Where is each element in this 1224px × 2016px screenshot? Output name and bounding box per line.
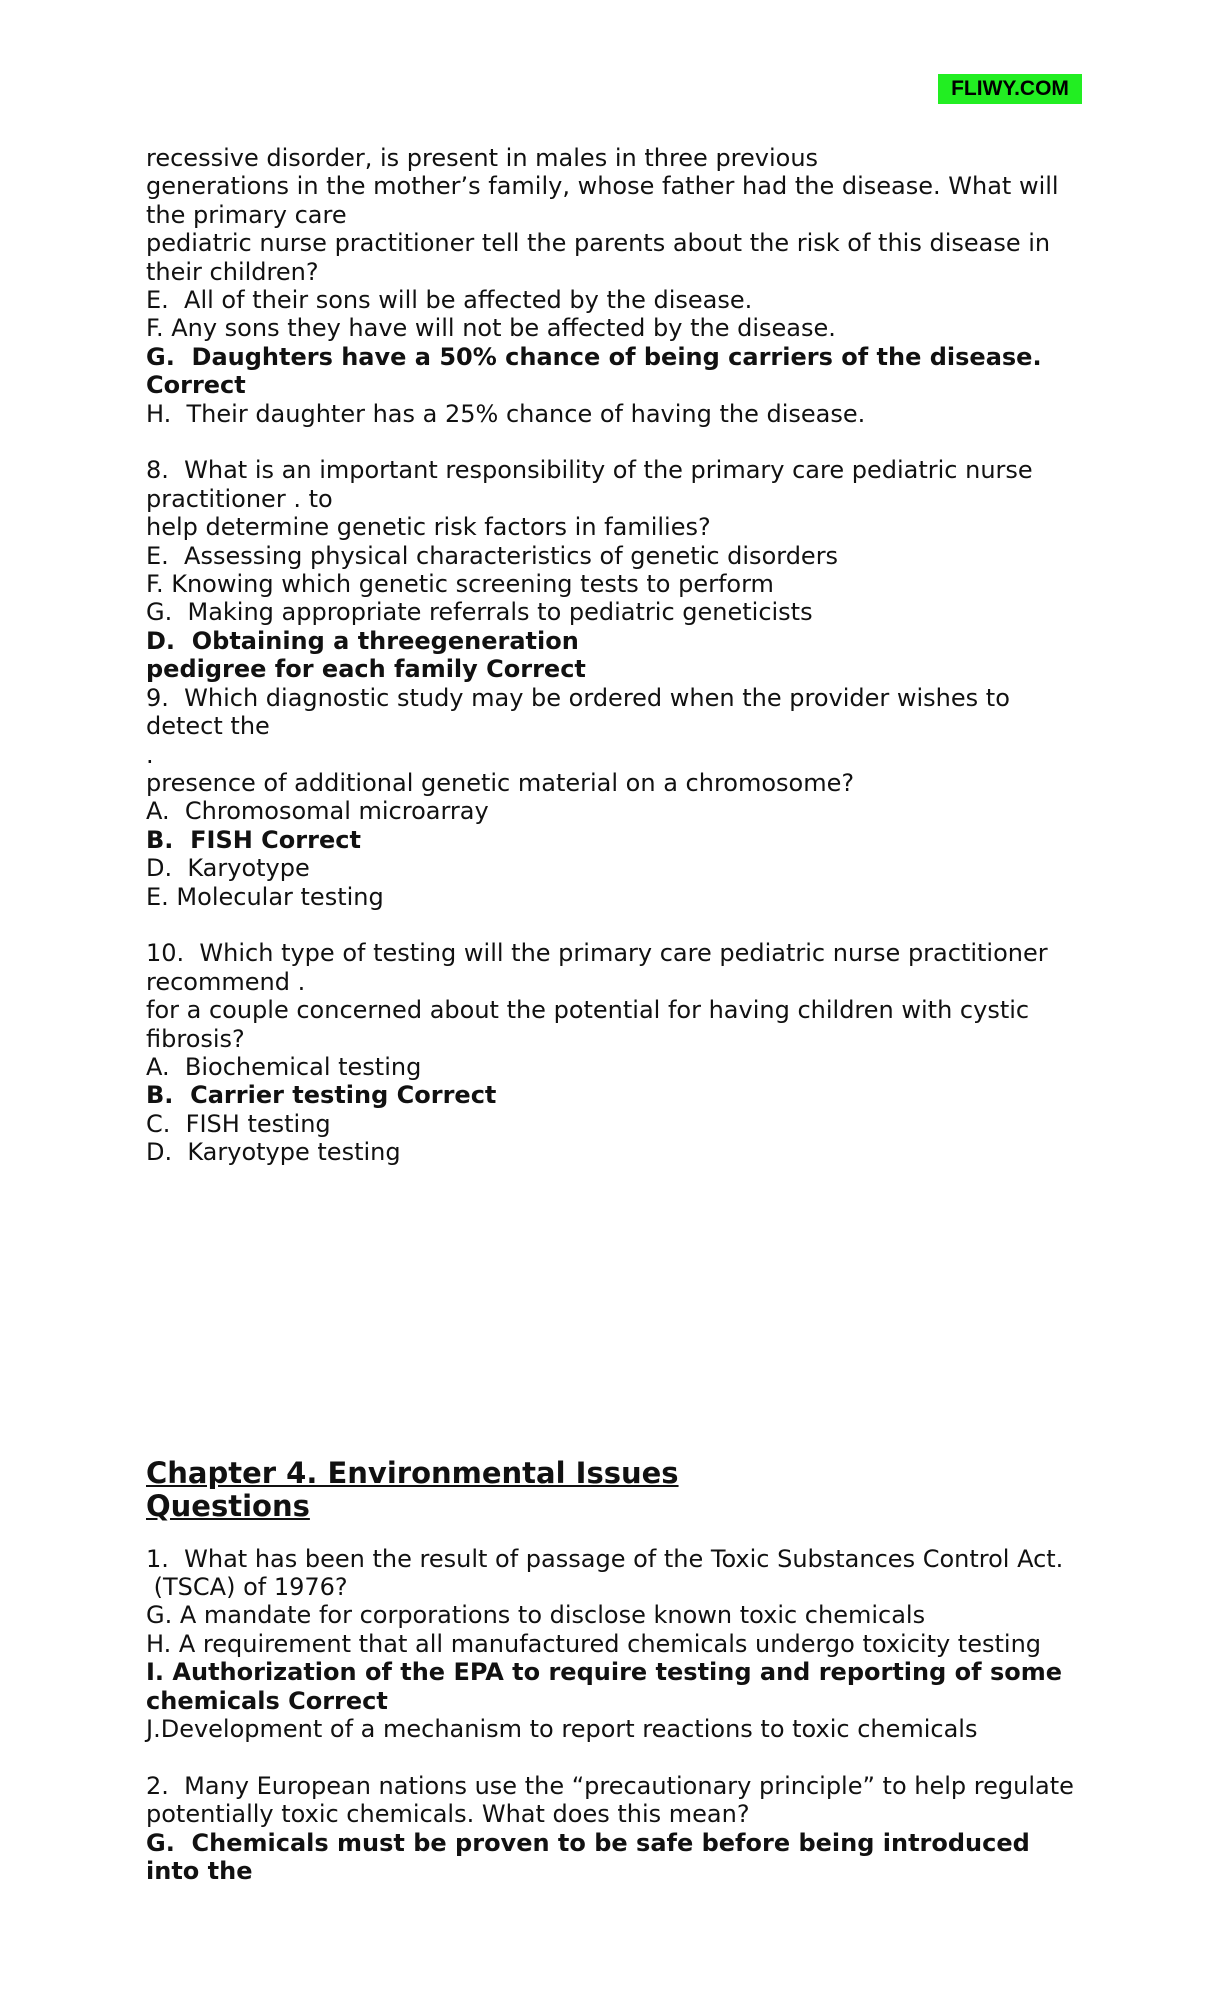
text-line: E. All of their sons will be affected by the disease. [146, 286, 753, 315]
question-7-block [146, 144, 1086, 428]
answer-line-correct: D. Obtaining a threegeneration [146, 626, 579, 655]
text-line: recommend . [146, 967, 306, 996]
text-line: F. Any sons they have will not be affected by the disease. [146, 314, 836, 343]
chapter-subtitle: Questions [146, 1488, 310, 1523]
text-line: their children? [146, 257, 319, 286]
text-line: 1. What has been the result of passage of the Toxic Substances Control Act. [146, 1544, 1064, 1573]
text-line: D. Karyotype [146, 854, 310, 883]
answer-line-correct: B. FISH Correct [146, 825, 361, 854]
spacer [146, 1523, 1086, 1545]
text-line: G. A mandate for corporations to disclose known toxic chemicals [146, 1601, 926, 1630]
text-line: 2. Many European nations use the “precautionary principle” to help regulate [146, 1771, 1074, 1800]
text-line: 10. Which type of testing will the primary care pediatric nurse practitioner [146, 939, 1048, 968]
site-watermark-badge: FLIWY.COM [938, 74, 1082, 104]
text-line: C. FISH testing [146, 1109, 331, 1138]
answer-line-correct: chemicals Correct [146, 1686, 388, 1715]
text-line: presence of additional genetic material on a chromosome? [146, 768, 855, 797]
text-line: detect the [146, 712, 270, 741]
text-line: J.Development of a mechanism to report reactions to toxic chemicals [146, 1715, 978, 1744]
text-line: for a couple concerned about the potential for having children with cystic [146, 996, 1030, 1025]
text-line: fibrosis? [146, 1024, 245, 1053]
text-line: pediatric nurse practitioner tell the parents about the risk of this disease in [146, 229, 1051, 258]
text-line: G. Making appropriate referrals to pediatric geneticists [146, 598, 813, 627]
text-line: help determine genetic risk factors in families? [146, 513, 711, 542]
question-8-9-block [146, 456, 1086, 911]
spacer [146, 428, 1086, 456]
chapter4-question-2-block [146, 1772, 1086, 1886]
text-line: E. Molecular testing [146, 882, 384, 911]
text-line: H. A requirement that all manufactured chemicals undergo toxicity testing [146, 1629, 1042, 1658]
spacer [146, 911, 1086, 939]
text-line: 9. Which diagnostic study may be ordered when the provider wishes to [146, 683, 1010, 712]
text-line: A. Biochemical testing [146, 1052, 422, 1081]
answer-line-correct: B. Carrier testing Correct [146, 1081, 497, 1110]
answer-line-correct: G. Chemicals must be proven to be safe before being introduced [146, 1828, 1030, 1857]
question-10-block [146, 939, 1086, 1166]
text-line: . [146, 740, 154, 769]
text-line: (TSCA) of 1976? [146, 1573, 348, 1601]
answer-line-correct: pedigree for each family Correct [146, 655, 586, 684]
answer-line-correct: I. Authorization of the EPA to require testing and reporting of some [146, 1658, 1062, 1687]
text-line: A. Chromosomal microarray [146, 797, 489, 826]
chapter4-question-1-block [146, 1545, 1086, 1744]
spacer [146, 1167, 1086, 1457]
text-line: E. Assessing physical characteristics of genetic disorders [146, 541, 839, 570]
text-line: 8. What is an important responsibility of the primary care pediatric nurse [146, 456, 1033, 485]
answer-line-correct: G. Daughters have a 50% chance of being carriers of the disease. [146, 342, 1042, 371]
text-line: F. Knowing which genetic screening tests to perform [146, 570, 774, 599]
text-line: D. Karyotype testing [146, 1138, 401, 1167]
text-line: recessive disorder, is present in males in three previous [146, 144, 819, 172]
text-line: potentially toxic chemicals. What does this mean? [146, 1800, 750, 1829]
answer-line-correct: Correct [146, 371, 246, 400]
chapter-title: Chapter 4. Environmental Issues [146, 1455, 679, 1490]
spacer [146, 1743, 1086, 1771]
text-line: generations in the mother’s family, whose father had the disease. What will [146, 172, 1059, 201]
answer-line-correct: into the [146, 1857, 253, 1886]
text-line: H. Their daughter has a 25% chance of having the disease. [146, 399, 866, 428]
text-line: practitioner . to [146, 484, 333, 513]
text-line: the primary care [146, 200, 347, 229]
document-body [146, 144, 1086, 1885]
